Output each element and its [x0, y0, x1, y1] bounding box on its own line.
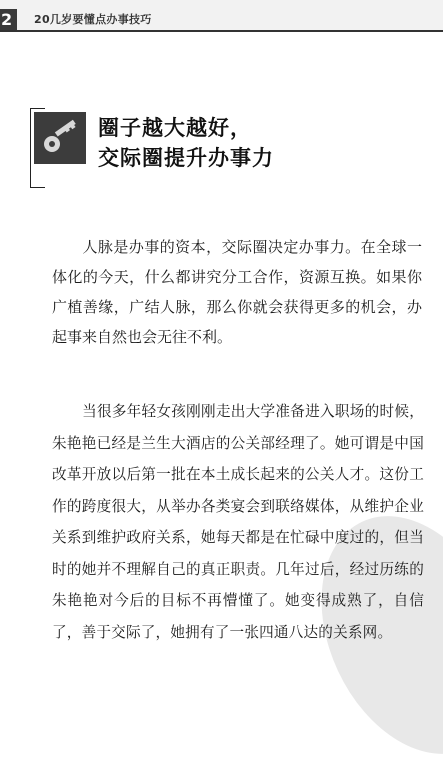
section-title-line-2: 交际圈提升办事力 [98, 145, 274, 170]
story-paragraph [52, 396, 424, 648]
page-number: 2 [0, 9, 17, 31]
key-icon [34, 112, 86, 164]
running-head: 20几岁要懂点办事技巧 [34, 13, 152, 26]
story-text: 当很多年轻女孩刚刚走出大学准备进入职场的时候，朱艳艳已经是兰生大酒店的公关部经理了。她可谓是中国改革开放以后第一批在本土成长起来的公关人才。这份工作的跨度很大，从举办各类宴会到联络媒体，从维护企业关系到维护政府关系，她每天都是在忙碌中度过的，但当时的她并不理解自己的真正职责。几年过后，经过历练的朱艳艳对今后的目标不再懵懂了。她变得成熟了，自信了，善于交际了，她拥有了一张四通八达的关系网。 [52, 403, 424, 641]
intro-paragraph [52, 232, 422, 352]
header-rule [0, 30, 443, 32]
intro-text: 人脉是办事的资本，交际圈决定办事力。在全球一体化的今天，什么都讲究分工合作，资源互换。如果你广植善缘，广结人脉，那么你就会获得更多的机会，办起事来自然也会无往不利。 [52, 238, 422, 346]
section-title-line-1: 圈子越大越好， [98, 115, 252, 140]
